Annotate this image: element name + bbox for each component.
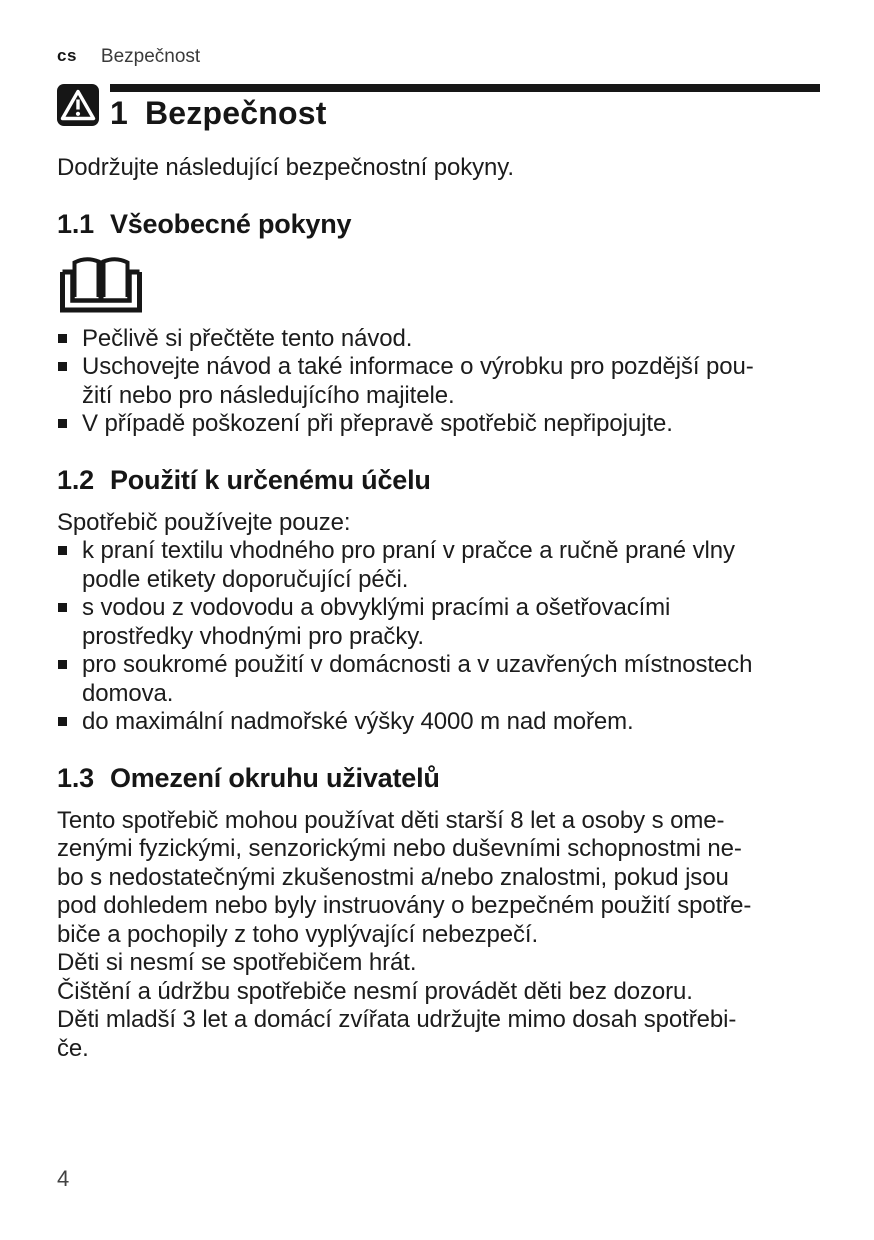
paragraph-line: Čištění a údržbu spotřebiče nesmí provádět děti bez dozoru. — [57, 977, 693, 1005]
list-item-text: V případě poškození při přepravě spotřebič nepřipojujte. — [82, 410, 673, 437]
list-item — [57, 410, 820, 439]
paragraph-line: Děti mladší 3 let a domácí zvířata udržujte mimo dosah spotřebi- — [57, 1006, 737, 1033]
running-header-title: Bezpečnost — [100, 46, 201, 67]
chapter-title-text: Bezpečnost — [145, 95, 327, 131]
heading-rule — [110, 84, 820, 92]
subsection-intro-1-2: Spotřebič používejte pouze: — [57, 508, 351, 536]
paragraph-line: če. — [57, 1034, 89, 1062]
list-item — [57, 594, 820, 651]
chapter-title — [110, 96, 820, 130]
subsection-number: 1.3 — [57, 762, 94, 793]
list-item-text: Uschovejte návod a také informace o výrobku pro pozdější pou- žití nebo pro následujícího majitele. — [82, 353, 754, 409]
list-item-text: Pečlivě si přečtěte tento návod. — [82, 324, 413, 352]
language-code: cs — [57, 46, 77, 65]
paragraph-line: bo s nedostatečnými zkušenostmi a/nebo znalostmi, pokud jsou — [57, 863, 729, 891]
running-header — [57, 46, 820, 68]
subsection-number: 1.2 — [57, 464, 94, 495]
warning-triangle-icon — [57, 84, 99, 126]
bullet-list-general-directions — [57, 325, 820, 439]
paragraph-line: zenými fyzickými, senzorickými nebo duševními schopnostmi ne- — [57, 835, 742, 862]
list-item — [57, 353, 820, 410]
paragraph-line: Tento spotřebič mohou používat děti starší 8 let a osoby s ome- — [57, 806, 725, 834]
chapter-number: 1 — [110, 95, 128, 131]
paragraph-line: pod dohledem nebo byly instruovány o bezpečném použití spotře- — [57, 892, 752, 919]
bullet-marker — [58, 660, 67, 669]
list-item — [57, 651, 820, 708]
bullet-marker — [58, 362, 67, 371]
paragraph-line: biče a pochopily z toho vyplývající nebezpečí. — [57, 920, 539, 948]
list-item-text: do maximální nadmořské výšky 4000 m nad mořem. — [82, 708, 634, 735]
subsection-heading-1-3 — [57, 763, 820, 794]
subsection-title-text: Všeobecné pokyny — [109, 208, 352, 239]
subsection-title-text: Použití k určenému účelu — [109, 464, 431, 495]
bullet-marker — [58, 717, 67, 726]
bullet-marker — [58, 334, 67, 343]
subsection-title-text: Omezení okruhu uživatelů — [109, 762, 440, 793]
list-item-text: s vodou z vodovodu a obvyklými pracími a ošetřovacími prostředky vhodnými pro pračky. — [82, 594, 671, 650]
paragraph-line: Děti si nesmí se spotřebičem hrát. — [57, 949, 417, 976]
subsection-number: 1.1 — [57, 208, 94, 239]
subsection-heading-1-2 — [57, 465, 820, 496]
bullet-marker — [58, 419, 67, 428]
bullet-list-intended-use — [57, 537, 820, 737]
list-item-text: pro soukromé použití v domácnosti a v uzavřených místnostech domova. — [82, 651, 753, 707]
page-number: 4 — [57, 1166, 70, 1191]
bullet-marker — [58, 546, 67, 555]
chapter-heading — [57, 84, 820, 130]
chapter-intro: Dodržujte následující bezpečnostní pokyny. — [57, 154, 514, 181]
open-book-icon — [57, 253, 145, 315]
subsection-heading-1-1 — [57, 209, 820, 240]
list-item — [57, 537, 820, 594]
list-item-text: k praní textilu vhodného pro praní v pračce a ručně prané vlny podle etikety doporučující péči. — [82, 537, 735, 593]
list-item — [57, 325, 820, 354]
subsection-body-1-3 — [57, 807, 820, 1064]
chapter-heading-right — [110, 84, 820, 130]
bullet-marker — [58, 603, 67, 612]
list-item — [57, 708, 820, 737]
